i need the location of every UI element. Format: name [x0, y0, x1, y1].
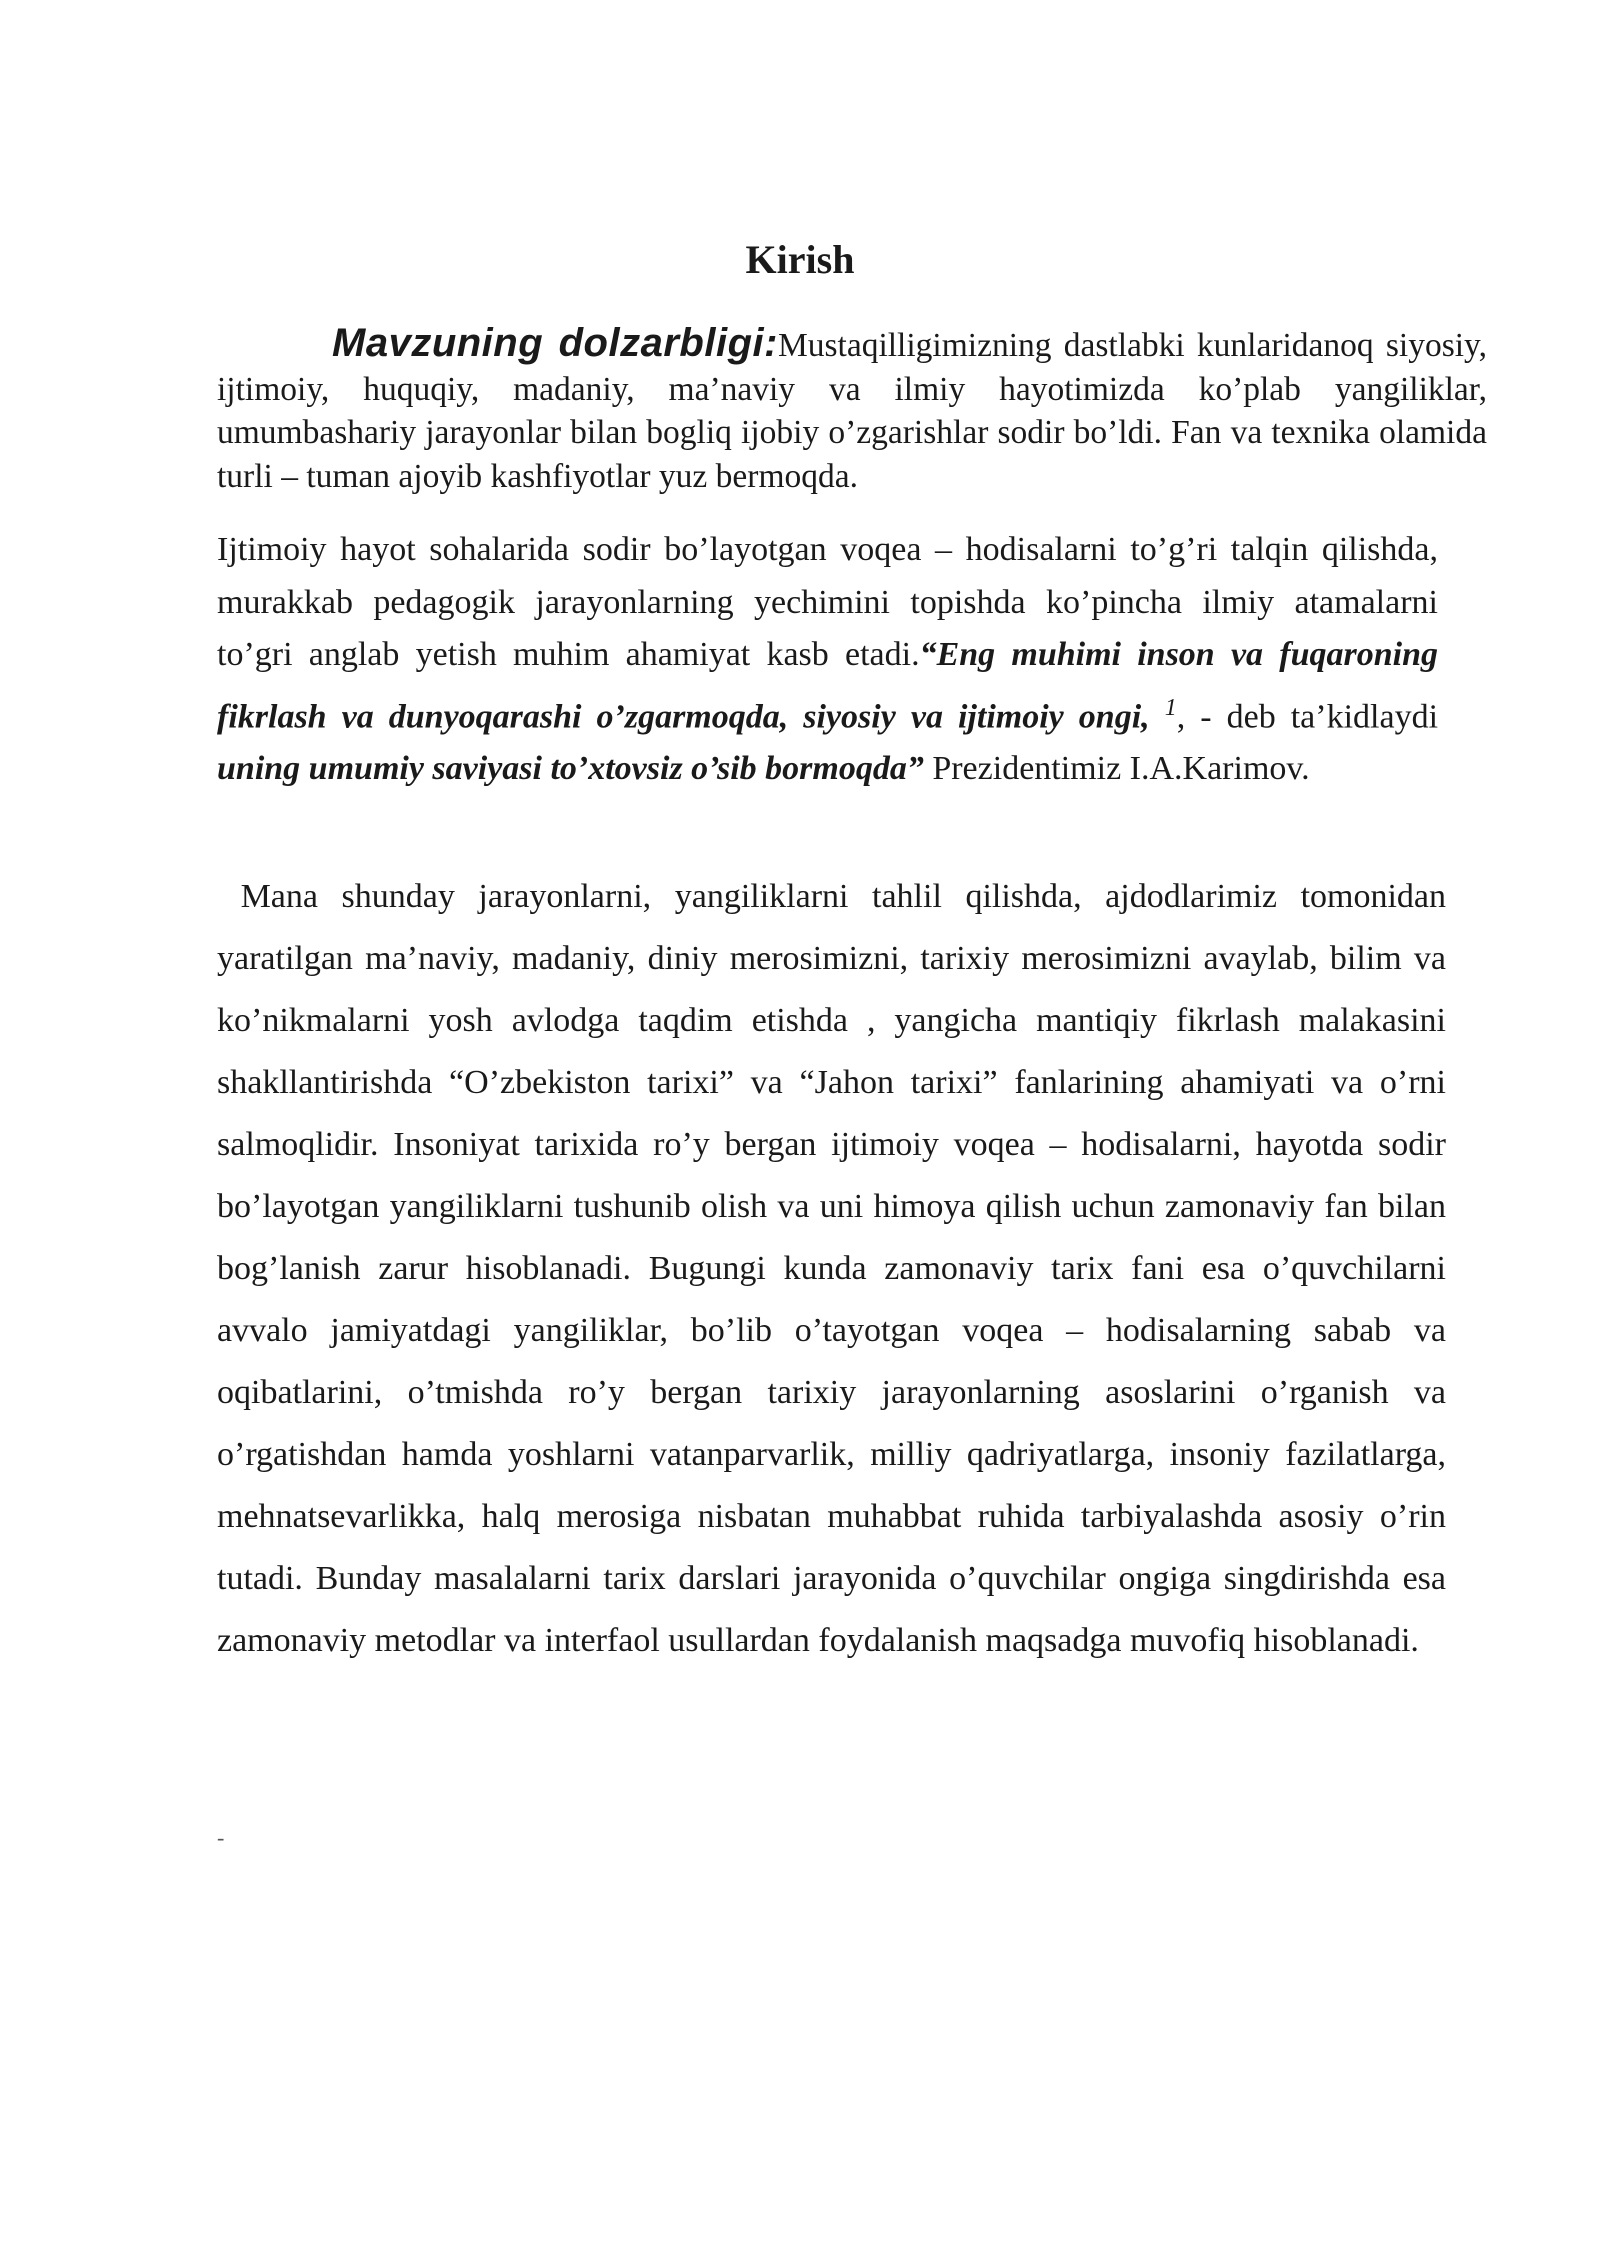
footnote-separator: -: [217, 1825, 225, 1850]
paragraph-relevance: [217, 322, 1487, 498]
page-title: Kirish: [745, 237, 855, 282]
paragraph-main: [217, 866, 1446, 1672]
quote-author: Prezidentimiz I.A.Karimov.: [932, 750, 1310, 788]
footnote-reference[interactable]: 1: [1164, 694, 1177, 721]
quote-part-1: “Eng muhimi inson va fuqaroning fikrlash va dunyoqarashi o’zgarmoqda, siyosiy va ijtimoiy ongi,: [217, 636, 1438, 735]
quote-intro-text: Ijtimoiy hayot sohalarida sodir bo’layotgan voqea – hodisalarni to’g’ri talqin qilishda, murakkab pedagogik jarayonlarning yechimini topishda ko’pincha ilmiy atamalarni to’gri anglab yetish muhim ahamiyat kasb etadi.: [217, 531, 1438, 673]
quote-attribution-text: , - deb ta’kidlaydi: [1176, 697, 1439, 735]
relevance-heading: Mavzuning dolzarbligi:: [332, 321, 778, 365]
paragraph-quote: [217, 524, 1438, 796]
relevance-text: Mustaqilligimizning dastlabki kunlaridanoq siyosiy, ijtimoiy, huquqiy, madaniy, ma’naviy va ilmiy hayotimizda ko’plab yangiliklar, umumbashariy jarayonlar bilan bogliq ijobiy o’zgarishlar sodir bo’ldi. Fan va texnika olamida turli – tuman ajoyib kashfiyotlar yuz bermoqda.: [217, 327, 1488, 495]
main-text: Mana shunday jarayonlarni, yangiliklarni tahlil qilishda, ajdodlarimiz tomonidan yaratilgan ma’naviy, madaniy, diniy merosimizni, tarixiy merosimizni avaylab, bilim va ko’nikmalarni yosh avlodga taqdim etishda , yangicha mantiqiy fikrlash malakasini shakllantirishda “O’zbekiston tarixi” va “Jahon tarixi” fanlarining ahamiyati va o’rni salmoqlidir. Insoniyat tarixida ro’y bergan ijtimoiy voqea – hodisalarni, hayotda sodir bo’layotgan yangiliklarni tushunib olish va uni himoya qilish uchun zamonaviy fan bilan bog’lanish zarur hisoblanadi. Bugungi kunda zamonaviy tarix fani esa o’quvchilarni avvalo jamiyatdagi yangiliklar, bo’lib o’tayotgan voqea – hodisalarning sabab va oqibatlarini, o’tmishda ro’y bergan tarixiy jarayonlarning asoslarini o’rganish va o’rgatishdan hamda yoshlarni vatanparvarlik, milliy qadriyatlarga, insoniy fazilatlarga, mehnatsevarlikka, halq merosiga nisbatan muhabbat ruhida tarbiyalashda asosiy o’rin tutadi. Bunday masalalarni tarix darslari jarayonida o’quvchilar ongiga singdirishda esa zamonaviy metodlar va interfaol usullardan foydalanish maqsadga muvofiq hisoblanadi.: [217, 878, 1446, 1659]
quote-part-2: uning umumiy saviyasi to’xtovsiz o’sib bormoqda”: [217, 750, 924, 788]
